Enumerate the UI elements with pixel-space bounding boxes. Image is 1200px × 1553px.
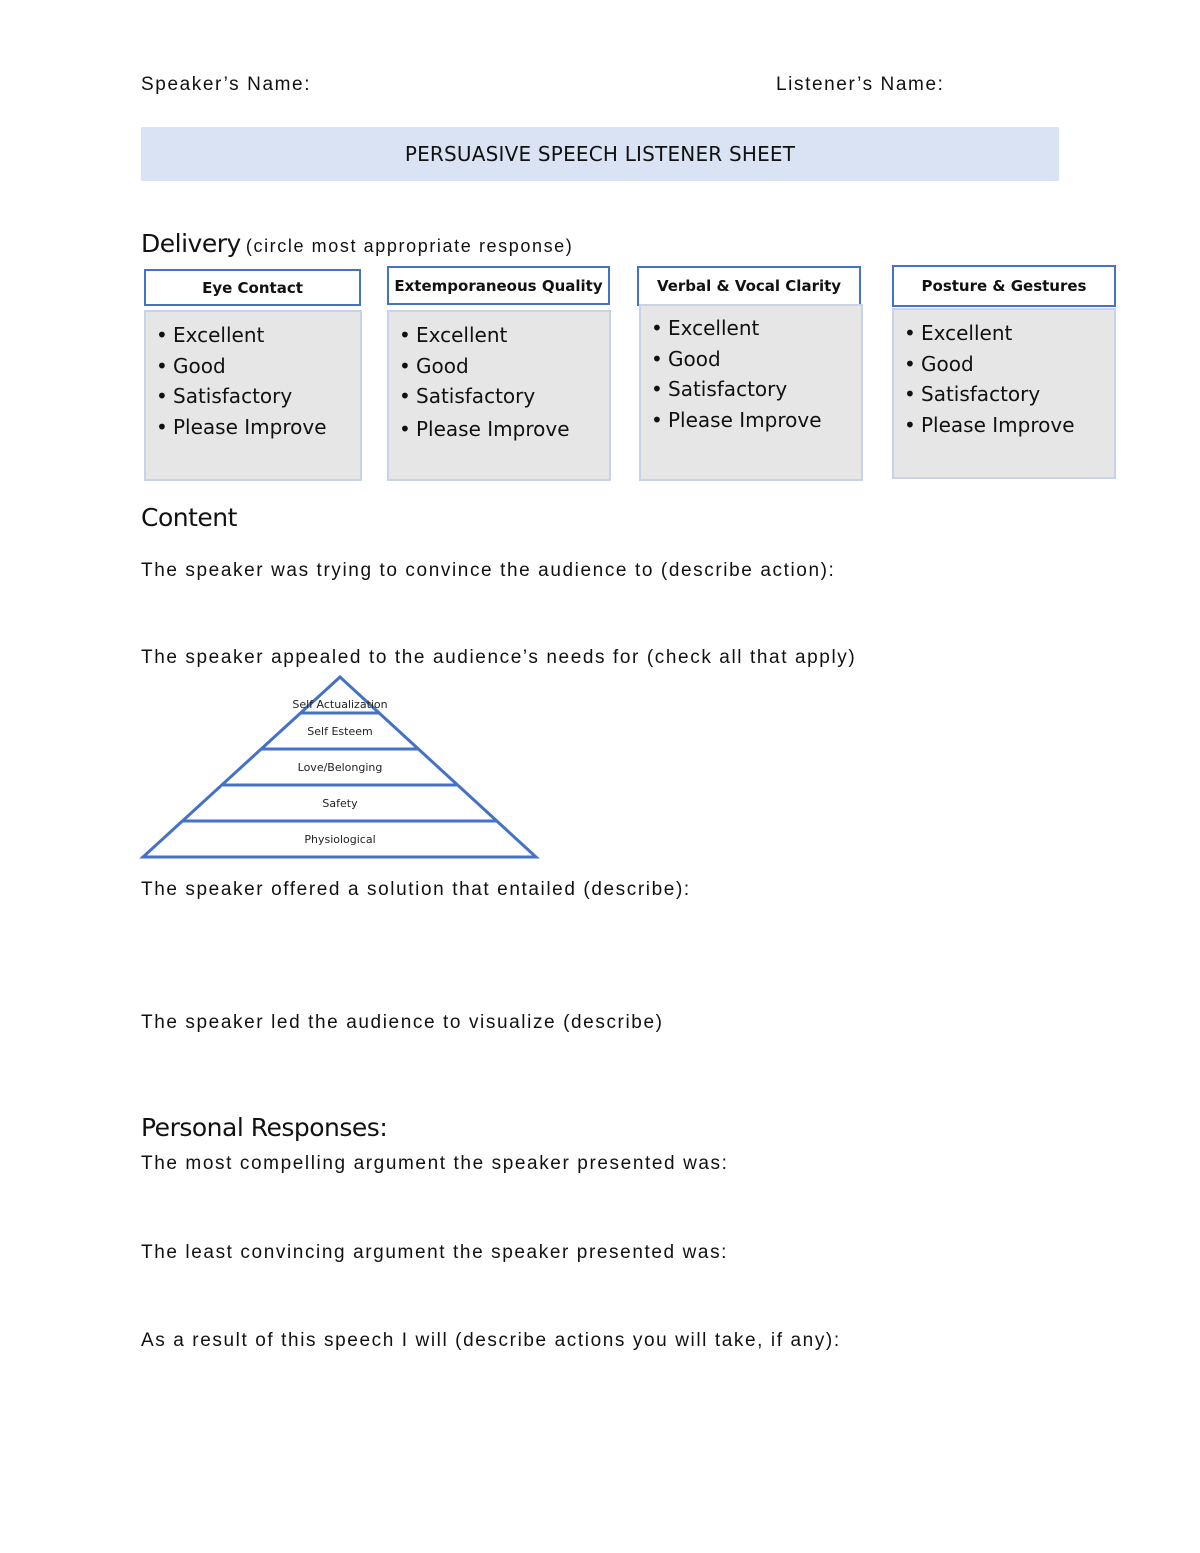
option-item[interactable]: • Please Improve — [651, 407, 822, 432]
option-item[interactable]: • Please Improve — [904, 412, 1075, 437]
options-verbal-vocal-clarity — [639, 304, 863, 481]
pyramid-level-physiological[interactable]: Physiological — [304, 833, 376, 846]
option-item[interactable]: • Good — [904, 351, 974, 376]
delivery-section-header — [141, 229, 573, 258]
prompt-compelling: The most compelling argument the speaker presented was: — [141, 1153, 729, 1174]
prompt-result: As a result of this speech I will (describe actions you will take, if any): — [141, 1330, 841, 1351]
option-item[interactable]: • Good — [651, 346, 721, 371]
prompt-visualize: The speaker led the audience to visualize (describe) — [141, 1012, 664, 1033]
pyramid-level-safety[interactable]: Safety — [322, 797, 358, 810]
personal-responses-heading: Personal Responses: — [141, 1113, 388, 1142]
content-heading: Content — [141, 503, 237, 532]
option-item[interactable]: • Excellent — [651, 316, 760, 340]
pyramid-level-love-belonging[interactable]: Love/Belonging — [297, 761, 383, 774]
prompt-solution: The speaker offered a solution that entailed (describe): — [141, 879, 691, 900]
listener-name-label: Listener’s Name: — [776, 74, 945, 95]
category-eye-contact: Eye Contact — [144, 269, 361, 306]
pyramid-level-self-actualization[interactable]: Self Actualization — [292, 698, 388, 711]
options-extemporaneous-quality — [387, 310, 611, 481]
speaker-name-label: Speaker’s Name: — [141, 74, 312, 95]
option-item[interactable]: • Please Improve — [156, 414, 327, 439]
option-item[interactable]: • Satisfactory — [399, 384, 536, 408]
delivery-heading: Delivery — [141, 229, 241, 258]
option-item[interactable]: • Excellent — [156, 323, 265, 347]
delivery-instruction: (circle most appropriate response) — [245, 236, 574, 256]
category-posture-gestures: Posture & Gestures — [892, 265, 1116, 307]
option-item[interactable]: • Satisfactory — [156, 384, 293, 408]
prompt-convince: The speaker was trying to convince the audience to (describe action): — [141, 560, 836, 581]
option-item[interactable]: • Good — [399, 353, 469, 378]
options-posture-gestures — [892, 308, 1116, 479]
page-title: PERSUASIVE SPEECH LISTENER SHEET — [141, 127, 1059, 181]
category-extemporaneous-quality: Extemporaneous Quality — [387, 266, 610, 305]
option-item[interactable]: • Satisfactory — [904, 382, 1041, 406]
options-eye-contact — [144, 310, 362, 481]
option-item[interactable]: • Good — [156, 353, 226, 378]
prompt-least-convincing: The least convincing argument the speaker presented was: — [141, 1242, 729, 1263]
pyramid-level-self-esteem[interactable]: Self Esteem — [307, 725, 373, 738]
option-item[interactable]: • Satisfactory — [651, 377, 788, 401]
category-verbal-vocal-clarity: Verbal & Vocal Clarity — [637, 266, 861, 306]
prompt-needs: The speaker appealed to the audience’s needs for (check all that apply) — [141, 647, 857, 668]
option-item[interactable]: • Excellent — [399, 323, 508, 347]
maslow-pyramid — [138, 674, 542, 862]
option-item[interactable]: • Excellent — [904, 321, 1013, 345]
option-item[interactable]: • Please Improve — [399, 416, 570, 441]
